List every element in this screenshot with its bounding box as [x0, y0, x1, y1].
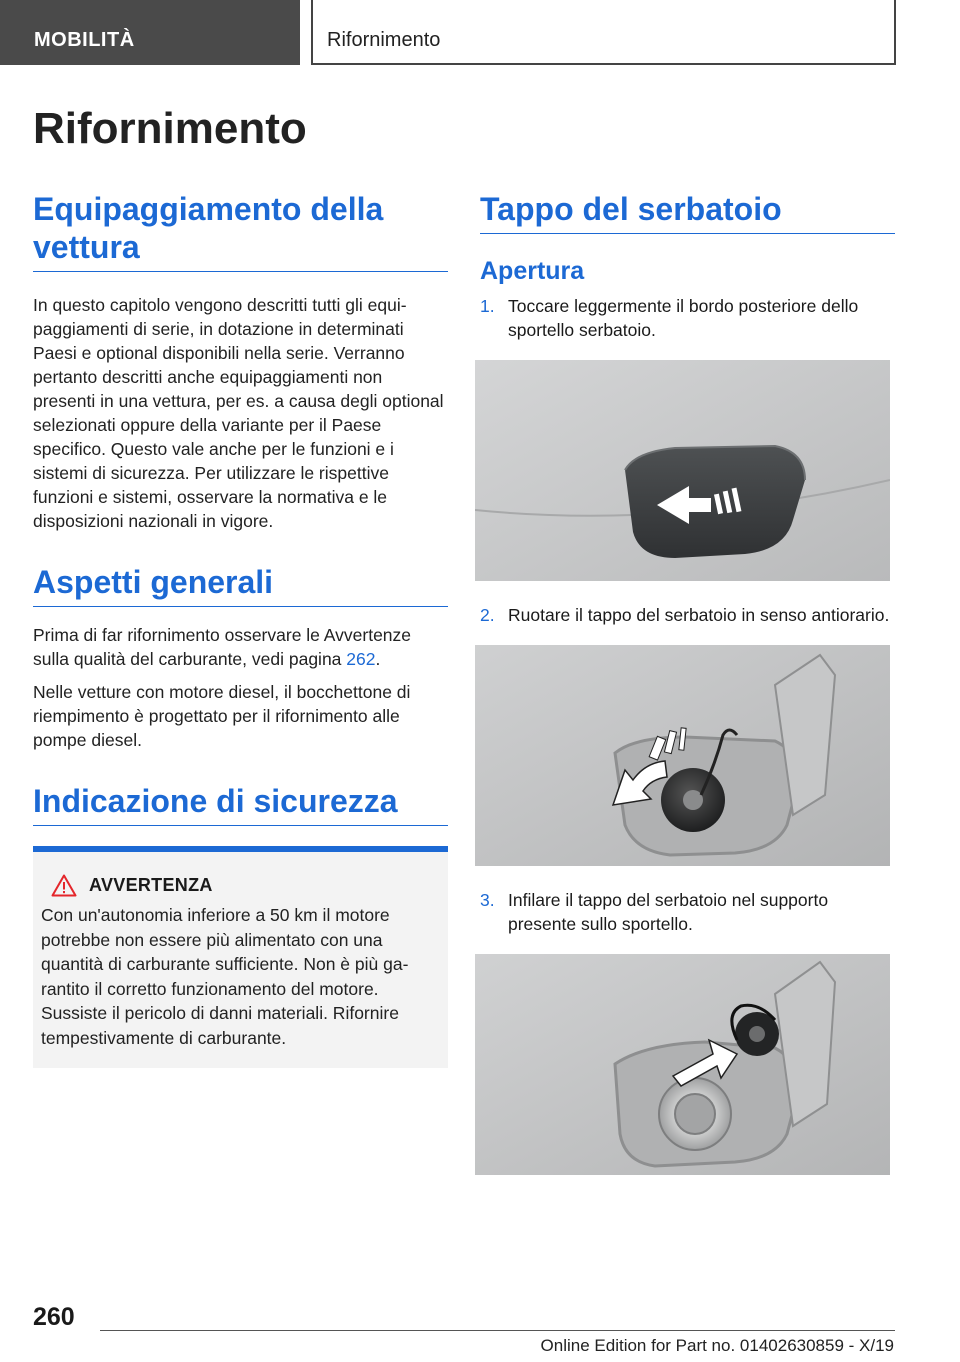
- warning-header: [51, 874, 440, 897]
- page-reference-link[interactable]: 262: [346, 649, 376, 669]
- photo-fuel-cap-holder: [475, 954, 890, 1175]
- paragraph-general-end: .: [375, 649, 381, 669]
- page-title: Rifornimento: [33, 104, 307, 153]
- step-1: [480, 294, 895, 342]
- header-chapter-label: Rifornimento: [327, 29, 441, 51]
- step-number: 3.: [480, 890, 495, 910]
- step-text: Infilare il tappo del serbatoio nel supporto presente sullo sportello.: [508, 890, 829, 934]
- paragraph-general-2: Nelle vetture con motore diesel, il bocchettone di riempimento è progettato per il rifornimento alle pompe diesel.: [33, 682, 411, 750]
- header-section-label: MOBILITÀ: [34, 29, 135, 51]
- step-text: Toccare leggermente il bordo posteriore dello sportello serbatoio.: [508, 296, 859, 340]
- step-3: [480, 888, 895, 936]
- paragraph-general-1: [33, 623, 448, 671]
- heading-equipment: Equipaggiamento della vettura: [33, 190, 448, 272]
- header-chapter-tab: [311, 0, 896, 65]
- footer-edition: Online Edition for Part no. 01402630859 - X/19: [540, 1336, 894, 1355]
- warning-title: AVVERTENZA: [89, 875, 213, 895]
- left-column: [33, 190, 448, 1068]
- warning-triangle-icon: [51, 874, 77, 897]
- heading-safety: Indicazione di sicurezza: [33, 782, 448, 826]
- warning-body: Con un'autonomia inferiore a 50 km il motore potrebbe non essere più alimentato con una quantità di carburante sufficiente. Non è più garantito il corretto funzionamento del motore. Sussiste il pericolo di danni materiali. Rifornire tempestivamente di carburante.: [41, 905, 409, 1048]
- step-number: 1.: [480, 296, 495, 316]
- step-2: [480, 603, 895, 627]
- photo-fuel-flap: [475, 360, 890, 581]
- photo-fuel-cap-turn: [475, 645, 890, 866]
- paragraph-general-text: Prima di far rifornimento osservare le Avvertenze sulla qualità del carburante, vedi pagina: [33, 625, 412, 669]
- step-text: Ruotare il tappo del serbatoio in senso antiorario.: [508, 605, 890, 625]
- header-section-tab: [0, 0, 300, 65]
- warning-box: [33, 846, 448, 1068]
- heading-fuel-cap: Tappo del serbatoio: [480, 190, 895, 234]
- right-column: [480, 190, 895, 1175]
- step-number: 2.: [480, 605, 495, 625]
- footer-divider: [100, 1330, 895, 1331]
- page-number: 260: [33, 1303, 75, 1331]
- heading-general: Aspetti generali: [33, 563, 448, 607]
- paragraph-equipment: In questo capitolo vengono descritti tutti gli equipaggiamenti di serie, in dotazione in determinati Paesi e optional disponibili nella serie. Verranno pertanto descritti anche equipaggiamenti non presenti in una vettura, per es. a causa degli optional selezionati oppure della variante per il Paese specifico. Questo vale anche per le funzioni e i sistemi di sicurezza. Per utilizzare le rispettive funzioni e sistemi, osservare la normativa e le disposizioni nazionali in vigore.: [33, 295, 444, 531]
- heading-opening: Apertura: [480, 257, 585, 285]
